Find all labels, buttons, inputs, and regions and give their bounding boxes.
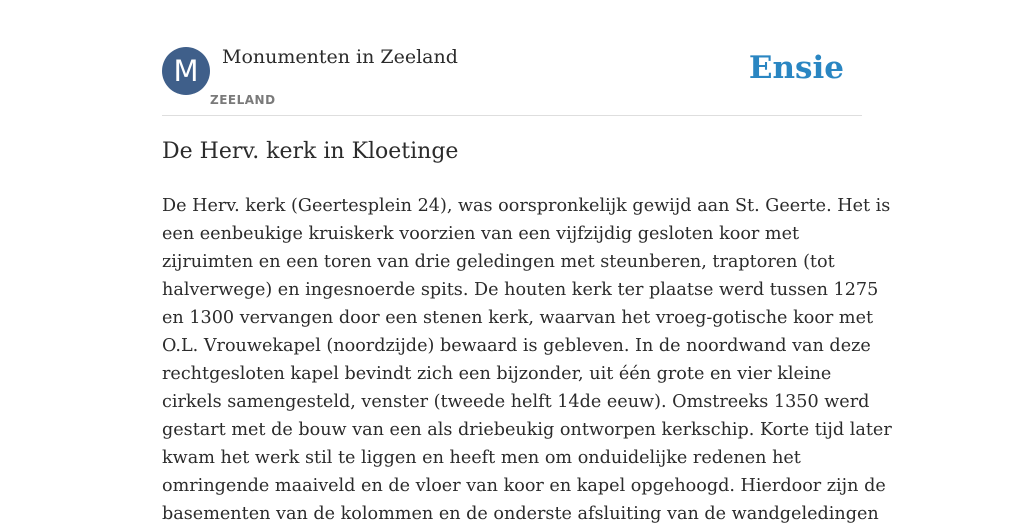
article-title: De Herv. kerk in Kloetinge bbox=[162, 139, 459, 164]
body-line: cirkels samengesteld, venster (tweede helft 14de eeuw). Omstreeks 1350 werd bbox=[162, 392, 870, 412]
body-line: zijruimten en een toren van drie geledingen met steunberen, traptoren (tot bbox=[162, 252, 835, 272]
body-line: en 1300 vervangen door een stenen kerk, waarvan het vroeg-gotische koor met bbox=[162, 308, 874, 328]
body-line: De Herv. kerk (Geertesplein 24), was oorspronkelijk gewijd aan St. Geerte. Het is bbox=[162, 196, 891, 216]
body-line: een eenbeukige kruiskerk voorzien van een vijfzijdig gesloten koor met bbox=[162, 224, 800, 244]
avatar[interactable]: M bbox=[162, 47, 210, 95]
source-title-link[interactable]: Monumenten in Zeeland bbox=[222, 46, 458, 68]
article-page bbox=[162, 0, 892, 524]
body-line: gestart met de bouw van een als driebeukig ontworpen kerkschip. Korte tijd later bbox=[162, 420, 892, 440]
body-line: kwam het werk stil te liggen en heeft men om onduidelijke redenen het bbox=[162, 448, 801, 468]
body-line: O.L. Vrouwekapel (noordzijde) bewaard is gebleven. In de noordwand van deze bbox=[162, 336, 871, 356]
body-line: rechtgesloten kapel bevindt zich een bijzonder, uit één grote en vier kleine bbox=[162, 364, 832, 384]
brand-logo[interactable]: Ensie bbox=[748, 50, 844, 86]
header bbox=[162, 0, 862, 116]
article-body bbox=[162, 192, 892, 528]
body-line: omringende maaiveld en de vloer van koor en kapel opgehoogd. Hierdoor zijn de bbox=[162, 476, 886, 496]
body-line: basementen van de kolommen en de onderste afsluiting van de wandgeledingen bbox=[162, 504, 879, 524]
body-line: halverwege) en ingesnoerde spits. De houten kerk ter plaatse werd tussen 1275 bbox=[162, 280, 879, 300]
category-label[interactable]: ZEELAND bbox=[210, 93, 276, 107]
